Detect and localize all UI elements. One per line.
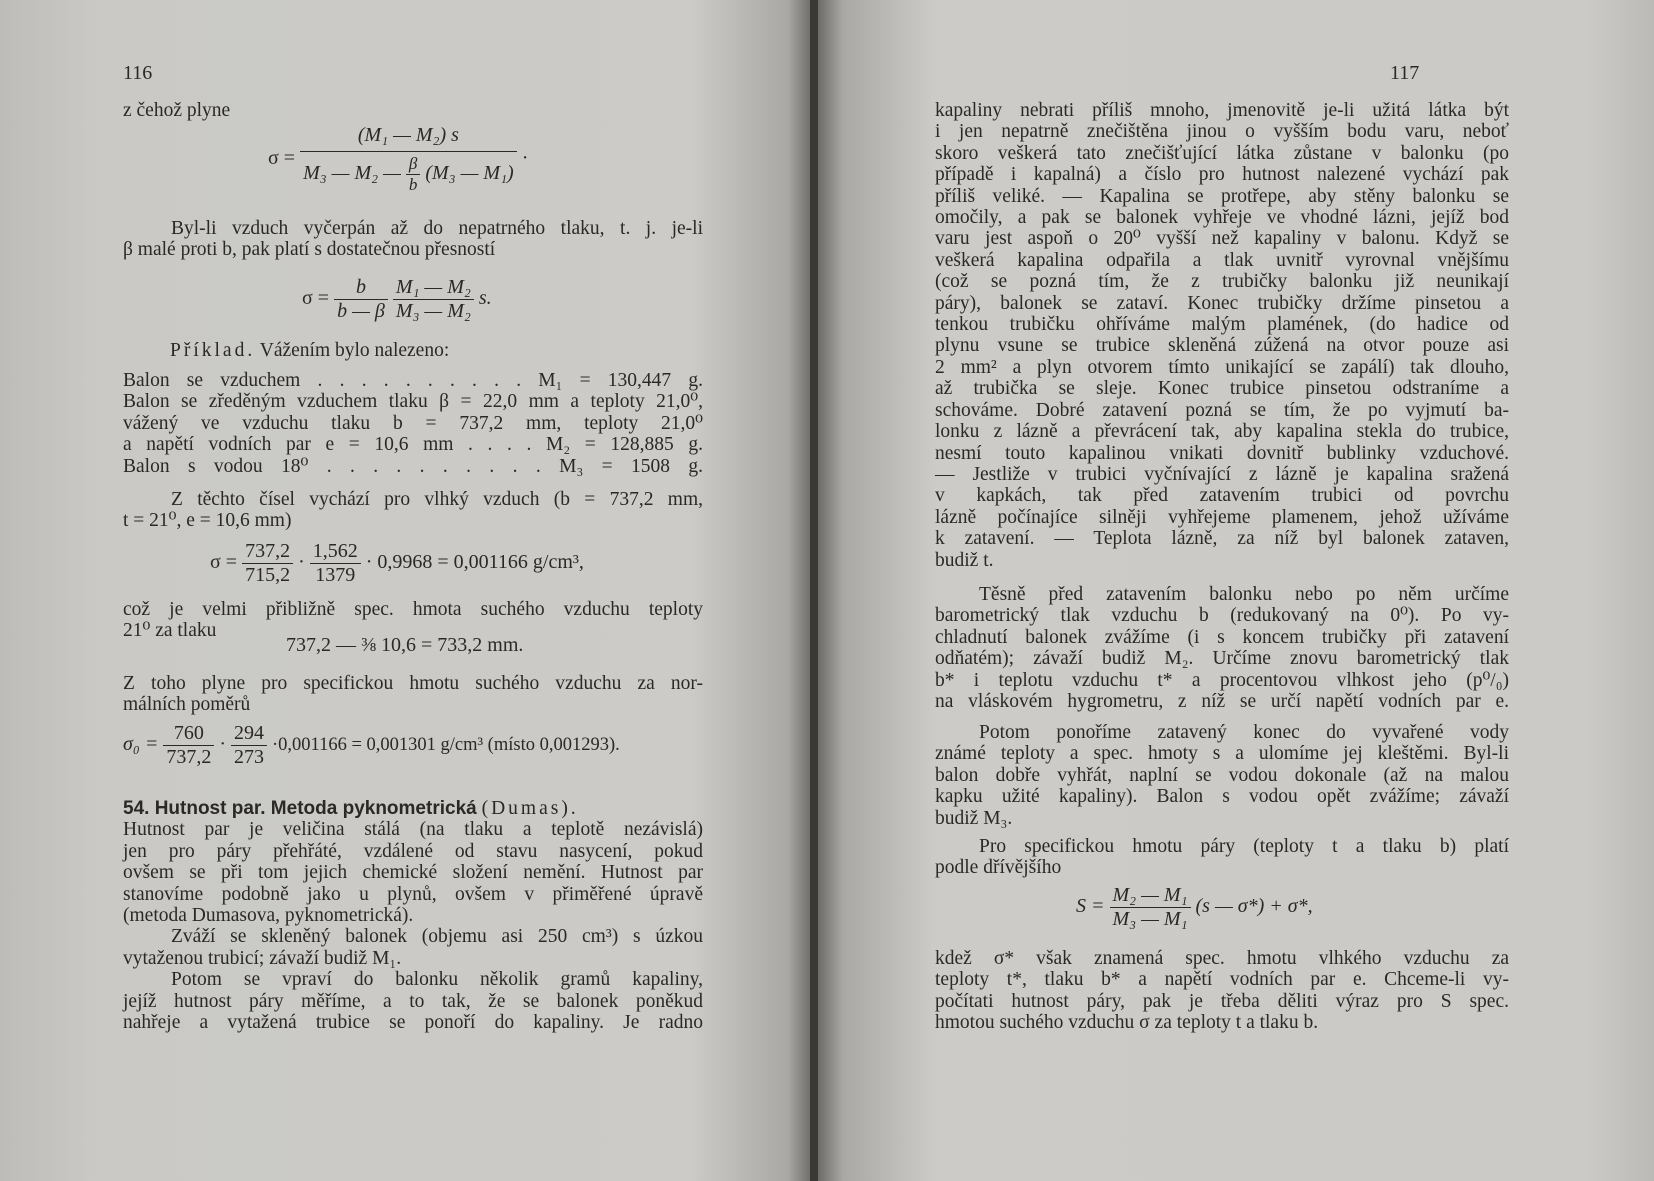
right-line: barometrický tlak vzduchu b (redukovaný na 0⁰). Po vy- [935,605,1509,627]
formula-lhs: S = [1076,895,1105,918]
right-line: varu jest aspoň o 20⁰ vyšší než kapaliny v balonu. Když se [935,228,1509,250]
paragraph-4-line: málních poměrů [123,694,251,716]
right-line: Pro specifickou hmotu páry (teploty t a tlaku b) platí [979,836,1509,857]
right-line: podle dřívějšího [935,857,1062,879]
formula-numerator: M₁ — M₂ [393,276,474,300]
right-line: budiž t. [935,549,994,571]
formula-denominator [300,152,517,195]
intro-text: z čehož plyne [123,100,231,121]
right-block-3 [935,722,1509,829]
formula-fraction-pressure [242,540,293,587]
formula-normal-density [123,722,620,769]
section-line: (metoda Dumasova, pyknometrická). [123,905,414,927]
formula-lhs: σ = [302,287,330,310]
example-measurements [123,370,703,477]
formula-numerator: M₂ — M₁ [1110,884,1191,908]
formula-denominator: 1379 [315,564,356,586]
formula-rest: (s — σ*) + σ*, [1195,895,1313,918]
formula-numerator: (M₁ — M₂) s [300,124,517,152]
formula-fraction [1110,884,1191,931]
right-line: v kapkách, tak před zatavením trubici od povrchu [935,485,1509,507]
formula-dry-pressure: 737,2 — ⅜ 10,6 = 733,2 mm. [286,634,524,656]
formula-b: b [408,175,418,194]
right-line: lázně počínajíce silněji vyhřejeme plamenem, jehož užíváme [935,506,1509,528]
right-line: balon dobře vyhřát, naplní se vodou dokonale (až na malou [935,764,1509,786]
right-line: omočily, a pak se balonek vyhřeje ve vhodné lázni, jejíž bod [935,207,1509,229]
section-line: ovšem se při tom jejich chemické složení nemění. Hutnost par [123,862,703,884]
right-line: 2 mm² a plyn otvorem tímto unikající se zapálí) tak dlouho, [935,356,1509,378]
formula-numerator: 294 [231,722,267,746]
example-label: Příklad. [170,340,256,361]
formula-numerator: 737,2 [242,540,293,564]
page-number-right: 117 [1390,62,1420,84]
section-heading: 54. Hutnost par. Metoda pyknometrická [123,798,477,819]
section-author: (Dumas). [481,798,579,819]
paragraph-3-line: 21⁰ za tlaku [123,620,217,642]
section-line: Hutnost par je veličina stálá (na tlaku a teplotě nezávislá) [123,819,703,841]
formula-humid-air [210,540,584,587]
formula-rest: · 0,9968 = 0,001166 g/cm³, [365,551,584,574]
right-line: kapaliny nebrati příliš mnoho, jmenovitě je-li užitá látka být [935,100,1509,121]
example-line: Balon se zředěným vzduchem tlaku β = 22,0 mm a teploty 21,0⁰, [123,391,703,413]
right-block-4 [935,836,1509,879]
right-line: kapku užité kapaliny). Balon s vodou opět zvážíme; závaží [935,786,1509,808]
example-line: a napětí vodních par e = 10,6 mm . . . . M₂ = 128,885 g. [123,434,703,456]
section-line: vytaženou trubicí; závaží budiž M₁. [123,947,402,969]
formula-denominator: 273 [233,746,264,768]
formula-tail: · [521,147,529,170]
right-line: Potom ponoříme zatavený konec do vyvařené vody [979,722,1509,743]
right-line: známé teploty a spec. hmoty s a ulomíme jej kleštěmi. Byl-li [935,743,1509,765]
formula-tail: s. [478,287,492,310]
formula-fraction-temperature [231,722,267,769]
section-line: jen pro páry přehřáté, vzdálené od stavu nasycení, pokud [123,840,703,862]
right-line: skoro veškerá tato znečišťující látka zůstane v balonku (po [935,142,1509,164]
right-block-2 [935,584,1509,712]
formula-fraction-b [334,276,388,323]
section-line: stanovíme podobně jako u plynů, ovšem v přiměřené úpravě [123,883,703,905]
formula-vapour-density [1076,884,1313,931]
formula-numerator: 1,562 [310,540,361,564]
right-line: počítati hutnost páry, pak je třeba děliti výraz pro S spec. [935,990,1509,1012]
paragraph-2 [123,489,703,532]
example-line: Balon se vzduchem . . . . . . . . . . M₁ = 130,447 g. [123,370,703,391]
paragraph-2-line: Z těchto čísel vychází pro vlhký vzduch (b = 737,2 mm, [171,489,703,510]
right-line: odňatém); závaží budiž M₂. Určíme znovu barometrický tlak [935,648,1509,670]
section-54 [123,798,703,1033]
formula-beta: β [406,154,421,175]
formula-lhs: σ₀ = [123,733,159,756]
formula-numerator: b [334,276,388,300]
formula-denominator: 715,2 [245,564,291,586]
formula-fraction-m [393,276,474,323]
right-line: tenkou trubičku ohříváme malým plamének, (do hadice od [935,314,1509,336]
paragraph-1-line: β malé proti b, pak platí s dostatečnou přesností [123,239,496,261]
page-number-left: 116 [123,62,153,84]
right-line: budiž M₃. [935,807,1013,829]
right-line: chladnutí balonek zvážíme (i s koncem trubičky při zatavení [935,626,1509,648]
right-line: plynu vsune se trubice skleněná zúžená na otvor pouze asi [935,335,1509,357]
formula-den-b: (M₃ — M₁) [425,162,514,185]
example-text: Vážením bylo nalezeno: [259,340,450,361]
example-line: vážený ve vzduchu tlaku b = 737,2 mm, teploty 21,0⁰ [123,412,703,434]
section-line: Potom se vpraví do balonku několik gramů kapaliny, [171,969,703,991]
formula-denominator: 737,2 [166,746,212,768]
paragraph-4-line: Z toho plyne pro specifickou hmotu suchého vzduchu za nor- [123,673,703,694]
right-line: hmotou suchého vzduchu σ za teploty t a tlaku b. [935,1012,1319,1034]
paragraph-2-line: t = 21⁰, e = 10,6 mm) [123,510,292,532]
right-page [818,0,1654,1181]
formula-fraction-mass [310,540,361,587]
left-page [0,0,812,1181]
right-line: b* i teplotu vzduchu t* a procentovou vlhkost jeho (p⁰/₀) [935,669,1509,691]
right-block-5 [935,948,1509,1034]
example-heading [170,340,449,361]
section-line: jejíž hutnost páry měříme, a to tak, že se balonek poněkud [123,990,703,1012]
formula-denominator: b — β [337,300,385,322]
right-line: lonku z lázně a převrácení tak, aby kapalina stekla do trubice, [935,421,1509,443]
formula-denominator: M₃ — M₁ [1112,908,1188,930]
right-line: (což se pozná tím, že z trubičky balonku již neunikají [935,271,1509,293]
formula-lhs: σ = [268,147,296,170]
right-line: schováme. Dobré zatavení pozná se tím, že po vyjmutí ba- [935,399,1509,421]
formula-sigma-approx [302,276,492,323]
paragraph-1 [123,218,703,261]
example-line: Balon s vodou 18⁰ . . . . . . . . . . M₃ = 1508 g. [123,455,703,477]
formula-dot: · [298,551,305,574]
formula-dot: · [219,733,226,756]
formula-denominator: M₃ — M₂ [395,300,471,322]
right-line: — Jestliže v trubici vyčnívající z lázně je kapalina sražená [935,463,1509,485]
right-block-1 [935,100,1509,571]
formula-beta-over-b [406,154,421,195]
right-line: případě i kapalná) a číslo pro hutnost nalezené vychází pak [935,164,1509,186]
formula-rest: ·0,001166 = 0,001301 g/cm³ (místo 0,001293). [271,735,620,756]
right-line: na vláskovém hygrometru, z níž se určí napětí vodních par e. [935,691,1509,713]
right-line: teploty t*, tlaku b* a napětí vodních par e. Chceme-li vy- [935,969,1509,991]
right-line: i jen nepatrně znečištěna jinou o vyšším bodu varu, neboť [935,121,1509,143]
right-line: Těsně před zatavením balonku nebo po něm určíme [979,584,1509,605]
right-line: až trubička se sleje. Konec trubice pinsetou odstraníme a [935,378,1509,400]
section-line: nahřeje a vytažená trubice se ponoří do kapaliny. Je radno [123,1012,703,1034]
paragraph-3-line: což je velmi přibližně spec. hmota suchého vzduchu teploty [123,599,703,620]
formula-numerator: 760 [163,722,214,746]
formula-lhs: σ = [210,551,238,574]
right-line: nesmí touto kapalinou vnikati dovnitř bublinky vzduchové. [935,442,1509,464]
formula-sigma-full [268,124,528,195]
paragraph-4 [123,673,703,716]
right-line: příliš veliké. — Kapalina se protřepe, aby stěny balonku se [935,185,1509,207]
section-heading-line [123,798,703,819]
right-line: kdež σ* však znamená spec. hmotu vlhkého vzduchu za [935,948,1509,969]
section-line: Zváží se skleněný balonek (objemu asi 250 cm³) s úzkou [171,926,703,948]
formula-fraction-pressure [163,722,214,769]
paragraph-1-line: Byl-li vzduch vyčerpán až do nepatrného tlaku, t. j. je-li [171,218,703,239]
right-line: veškerá kapalina odpařila a tlak uvnitř vyrovnal vnějšímu [935,249,1509,271]
formula-den-a: M₃ — M₂ — [303,162,401,185]
right-line: k zatavení. — Teplota lázně, za níž byl balonek zataven, [935,528,1509,550]
right-line: páry), balonek se zataví. Konec trubičky držíme pinsetou a [935,292,1509,314]
formula-fraction [300,124,517,195]
